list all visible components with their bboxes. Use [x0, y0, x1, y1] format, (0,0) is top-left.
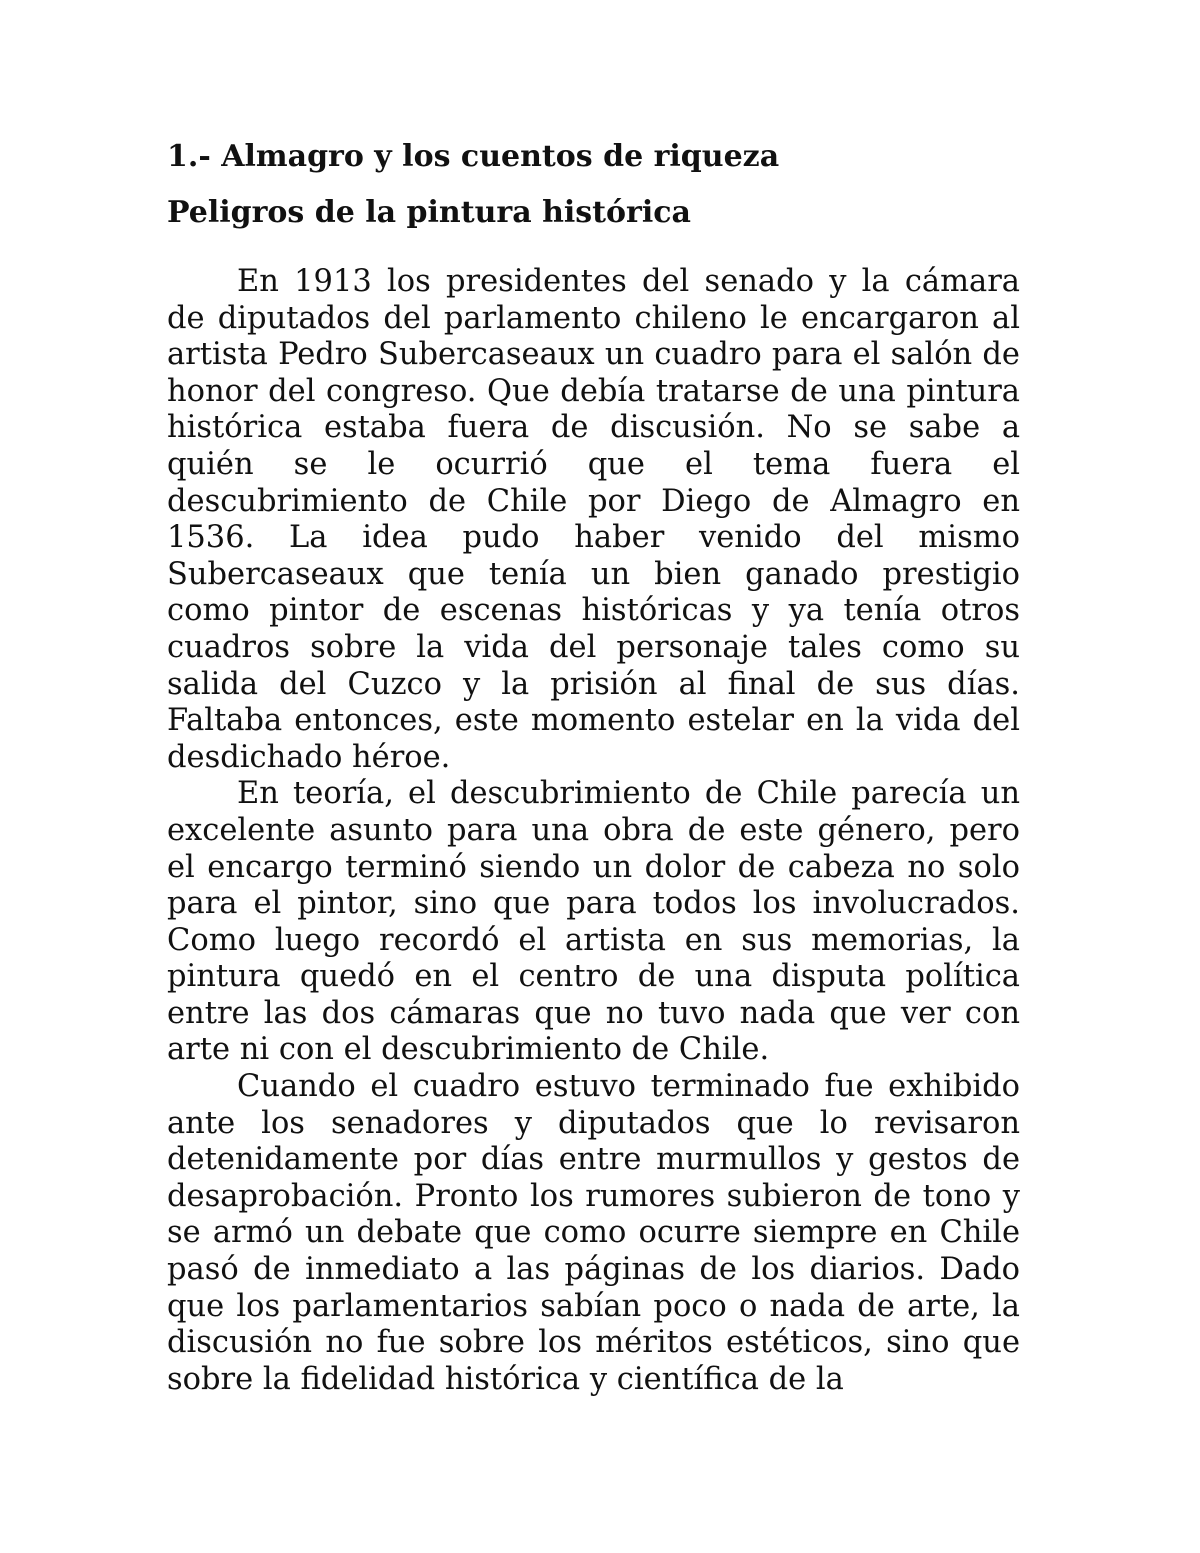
paragraph-3: Cuando el cuadro estuvo terminado fue exhibido ante los senadores y diputados que lo revisaron detenidamente por días entre murmullos y gestos de desaprobación. Pronto los rumores subieron de tono y se armó un debate que como ocurre siempre en Chile pasó de inmediato a las páginas de los diarios. Dado que los parlamentarios sabían poco o nada de arte, la discusión no fue sobre los méritos estéticos, sino que sobre la fidelidad histórica y científica de la — [167, 1069, 1020, 1397]
chapter-title: 1.- Almagro y los cuentos de riqueza — [167, 139, 780, 174]
document-body — [167, 138, 1020, 1398]
paragraph-1: En 1913 los presidentes del senado y la cámara de diputados del parlamento chileno le encargaron al artista Pedro Subercaseaux un cuadro para el salón de honor del congreso. Que debía tratarse de una pintura histórica estaba fuera de discusión. No se sabe a quién se le ocurrió que el tema fuera el descubrimiento de Chile por Diego de Almagro en 1536. La idea pudo haber venido del mismo Subercaseaux que tenía un bien ganado prestigio como pintor de escenas históricas y ya tenía otros cuadros sobre la vida del personaje tales como su salida del Cuzco y la prisión al final de sus días. Faltaba entonces, este momento estelar en la vida del desdichado héroe. — [167, 264, 1020, 775]
paragraph-2: En teoría, el descubrimiento de Chile parecía un excelente asunto para una obra de este género, pero el encargo terminó siendo un dolor de cabeza no solo para el pintor, sino que para todos los involucrados. Como luego recordó el artista en sus memorias, la pintura quedó en el centro de una disputa política entre las dos cámaras que no tuvo nada que ver con arte ni con el descubrimiento de Chile. — [167, 776, 1020, 1068]
section-title: Peligros de la pintura histórica — [167, 195, 691, 230]
